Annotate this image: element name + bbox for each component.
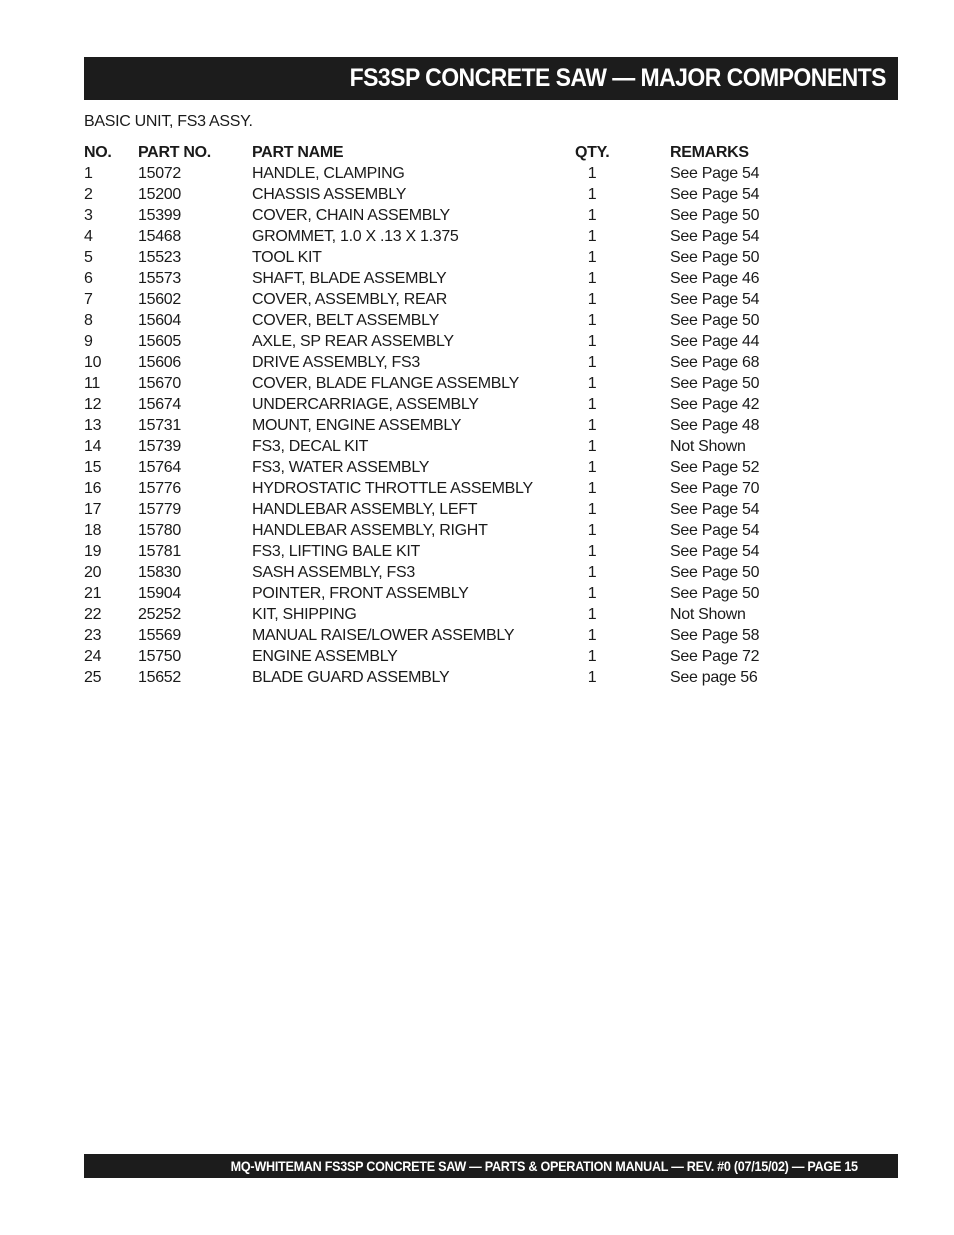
- table-header-row: [84, 142, 784, 163]
- cell-remarks: See page 56: [670, 669, 758, 686]
- cell-qty: 1: [587, 522, 597, 539]
- cell-part-name: SHAFT, BLADE ASSEMBLY: [252, 270, 447, 287]
- cell-no: 7: [84, 291, 93, 308]
- column-header-qty: QTY.: [575, 144, 610, 161]
- table-row: [84, 625, 784, 646]
- cell-no: 23: [84, 627, 102, 644]
- cell-part-name: MOUNT, ENGINE ASSEMBLY: [252, 417, 462, 434]
- cell-remarks: See Page 50: [670, 564, 760, 581]
- cell-remarks: See Page 50: [670, 375, 760, 392]
- cell-qty: 1: [587, 438, 597, 455]
- cell-qty: 1: [587, 186, 597, 203]
- table-row: [84, 310, 784, 331]
- cell-no: 10: [84, 354, 102, 371]
- cell-remarks: Not Shown: [670, 438, 746, 455]
- cell-part-no: 15604: [138, 312, 181, 329]
- cell-remarks: See Page 44: [670, 333, 760, 350]
- cell-part-name: MANUAL RAISE/LOWER ASSEMBLY: [252, 627, 515, 644]
- cell-part-name: UNDERCARRIAGE, ASSEMBLY: [252, 396, 479, 413]
- cell-no: 25: [84, 669, 102, 686]
- cell-part-no: 15468: [138, 228, 181, 245]
- cell-remarks: See Page 54: [670, 228, 760, 245]
- cell-no: 2: [84, 186, 93, 203]
- table-row: [84, 541, 784, 562]
- cell-part-no: 15739: [138, 438, 181, 455]
- table-row: [84, 163, 784, 184]
- cell-part-no: 15779: [138, 501, 181, 518]
- cell-part-no: 15830: [138, 564, 181, 581]
- cell-part-no: 15606: [138, 354, 181, 371]
- assembly-subtitle: BASIC UNIT, FS3 ASSY.: [84, 113, 253, 130]
- cell-part-name: HYDROSTATIC THROTTLE ASSEMBLY: [252, 480, 533, 497]
- cell-part-name: COVER, ASSEMBLY, REAR: [252, 291, 447, 308]
- cell-part-name: HANDLE, CLAMPING: [252, 165, 405, 182]
- cell-no: 4: [84, 228, 93, 245]
- page-title-bar: [84, 57, 898, 100]
- cell-part-no: 15200: [138, 186, 181, 203]
- cell-no: 18: [84, 522, 102, 539]
- cell-remarks: See Page 54: [670, 165, 760, 182]
- cell-part-name: AXLE, SP REAR ASSEMBLY: [252, 333, 454, 350]
- cell-qty: 1: [587, 501, 597, 518]
- cell-remarks: See Page 70: [670, 480, 760, 497]
- cell-no: 1: [84, 165, 93, 182]
- table-row: [84, 247, 784, 268]
- cell-no: 19: [84, 543, 102, 560]
- footer-bar: [84, 1154, 898, 1178]
- parts-table: [84, 142, 784, 688]
- table-row: [84, 478, 784, 499]
- cell-no: 21: [84, 585, 102, 602]
- cell-qty: 1: [587, 564, 597, 581]
- cell-part-no: 15573: [138, 270, 181, 287]
- column-header-no: NO.: [84, 144, 112, 161]
- cell-qty: 1: [587, 354, 597, 371]
- cell-qty: 1: [587, 669, 597, 686]
- cell-part-no: 15569: [138, 627, 181, 644]
- table-row: [84, 226, 784, 247]
- cell-part-name: ENGINE ASSEMBLY: [252, 648, 398, 665]
- cell-qty: 1: [587, 627, 597, 644]
- cell-no: 3: [84, 207, 93, 224]
- cell-qty: 1: [587, 291, 597, 308]
- cell-part-no: 15072: [138, 165, 181, 182]
- cell-part-no: 15731: [138, 417, 181, 434]
- column-header-part-name: PART NAME: [252, 144, 344, 161]
- cell-remarks: See Page 68: [670, 354, 760, 371]
- table-row: [84, 331, 784, 352]
- cell-part-no: 15605: [138, 333, 181, 350]
- cell-part-name: KIT, SHIPPING: [252, 606, 357, 623]
- cell-remarks: See Page 52: [670, 459, 760, 476]
- table-row: [84, 583, 784, 604]
- cell-part-no: 15750: [138, 648, 181, 665]
- cell-part-name: DRIVE ASSEMBLY, FS3: [252, 354, 421, 371]
- cell-qty: 1: [587, 249, 597, 266]
- cell-no: 24: [84, 648, 102, 665]
- cell-remarks: See Page 46: [670, 270, 760, 287]
- cell-part-no: 15780: [138, 522, 181, 539]
- cell-no: 5: [84, 249, 93, 266]
- column-header-part-no: PART NO.: [138, 144, 211, 161]
- cell-qty: 1: [587, 207, 597, 224]
- table-row: [84, 457, 784, 478]
- cell-part-name: FS3, DECAL KIT: [252, 438, 369, 455]
- table-row: [84, 604, 784, 625]
- page-title: FS3SP CONCRETE SAW — MAJOR COMPONENTS: [349, 64, 886, 92]
- table-row: [84, 394, 784, 415]
- cell-no: 22: [84, 606, 102, 623]
- table-row: [84, 352, 784, 373]
- cell-part-name: GROMMET, 1.0 X .13 X 1.375: [252, 228, 459, 245]
- cell-part-name: FS3, LIFTING BALE KIT: [252, 543, 420, 560]
- cell-no: 11: [84, 375, 101, 392]
- cell-qty: 1: [587, 543, 597, 560]
- cell-no: 14: [84, 438, 102, 455]
- cell-part-no: 15652: [138, 669, 181, 686]
- cell-remarks: See Page 50: [670, 585, 760, 602]
- cell-no: 13: [84, 417, 102, 434]
- footer-text: MQ-WHITEMAN FS3SP CONCRETE SAW — PARTS & OPERATION MANUAL — REV. #0 (07/15/02) — PAGE 15: [230, 1158, 858, 1174]
- cell-part-no: 15399: [138, 207, 181, 224]
- cell-qty: 1: [587, 165, 597, 182]
- cell-remarks: See Page 54: [670, 543, 760, 560]
- cell-part-no: 15602: [138, 291, 181, 308]
- cell-no: 6: [84, 270, 93, 287]
- cell-part-no: 15670: [138, 375, 181, 392]
- cell-part-name: FS3, WATER ASSEMBLY: [252, 459, 430, 476]
- cell-qty: 1: [587, 459, 597, 476]
- cell-no: 15: [84, 459, 102, 476]
- cell-part-name: COVER, BELT ASSEMBLY: [252, 312, 439, 329]
- table-row: [84, 436, 784, 457]
- cell-part-no: 15904: [138, 585, 181, 602]
- cell-remarks: See Page 54: [670, 291, 760, 308]
- cell-no: 12: [84, 396, 102, 413]
- table-row: [84, 415, 784, 436]
- cell-part-name: COVER, CHAIN ASSEMBLY: [252, 207, 450, 224]
- cell-qty: 1: [587, 228, 597, 245]
- table-row: [84, 562, 784, 583]
- cell-part-name: TOOL KIT: [252, 249, 322, 266]
- cell-no: 17: [84, 501, 102, 518]
- cell-remarks: Not Shown: [670, 606, 746, 623]
- cell-part-no: 15674: [138, 396, 181, 413]
- cell-qty: 1: [587, 270, 597, 287]
- table-row: [84, 667, 784, 688]
- cell-qty: 1: [587, 648, 597, 665]
- cell-part-no: 15776: [138, 480, 181, 497]
- cell-remarks: See Page 54: [670, 501, 760, 518]
- cell-qty: 1: [587, 312, 597, 329]
- cell-part-no: 15781: [138, 543, 181, 560]
- cell-qty: 1: [587, 585, 597, 602]
- cell-remarks: See Page 42: [670, 396, 760, 413]
- table-row: [84, 205, 784, 226]
- table-row: [84, 520, 784, 541]
- cell-remarks: See Page 54: [670, 522, 760, 539]
- table-row: [84, 268, 784, 289]
- cell-qty: 1: [587, 333, 597, 350]
- cell-part-name: SASH ASSEMBLY, FS3: [252, 564, 415, 581]
- cell-remarks: See Page 58: [670, 627, 760, 644]
- column-header-remarks: REMARKS: [670, 144, 749, 161]
- cell-qty: 1: [587, 480, 597, 497]
- cell-no: 8: [84, 312, 93, 329]
- cell-remarks: See Page 72: [670, 648, 760, 665]
- cell-remarks: See Page 50: [670, 249, 760, 266]
- cell-part-no: 15523: [138, 249, 181, 266]
- cell-qty: 1: [587, 606, 597, 623]
- cell-qty: 1: [587, 417, 597, 434]
- cell-remarks: See Page 50: [670, 207, 760, 224]
- table-row: [84, 373, 784, 394]
- cell-part-name: HANDLEBAR ASSEMBLY, RIGHT: [252, 522, 488, 539]
- cell-part-no: 25252: [138, 606, 181, 623]
- cell-remarks: See Page 48: [670, 417, 760, 434]
- cell-no: 16: [84, 480, 102, 497]
- cell-no: 9: [84, 333, 93, 350]
- cell-remarks: See Page 50: [670, 312, 760, 329]
- cell-remarks: See Page 54: [670, 186, 760, 203]
- cell-qty: 1: [587, 375, 597, 392]
- cell-qty: 1: [587, 396, 597, 413]
- cell-no: 20: [84, 564, 102, 581]
- cell-part-name: COVER, BLADE FLANGE ASSEMBLY: [252, 375, 519, 392]
- cell-part-name: POINTER, FRONT ASSEMBLY: [252, 585, 469, 602]
- cell-part-name: HANDLEBAR ASSEMBLY, LEFT: [252, 501, 478, 518]
- table-row: [84, 646, 784, 667]
- table-row: [84, 499, 784, 520]
- table-row: [84, 289, 784, 310]
- cell-part-name: BLADE GUARD ASSEMBLY: [252, 669, 450, 686]
- cell-part-name: CHASSIS ASSEMBLY: [252, 186, 407, 203]
- cell-part-no: 15764: [138, 459, 181, 476]
- table-row: [84, 184, 784, 205]
